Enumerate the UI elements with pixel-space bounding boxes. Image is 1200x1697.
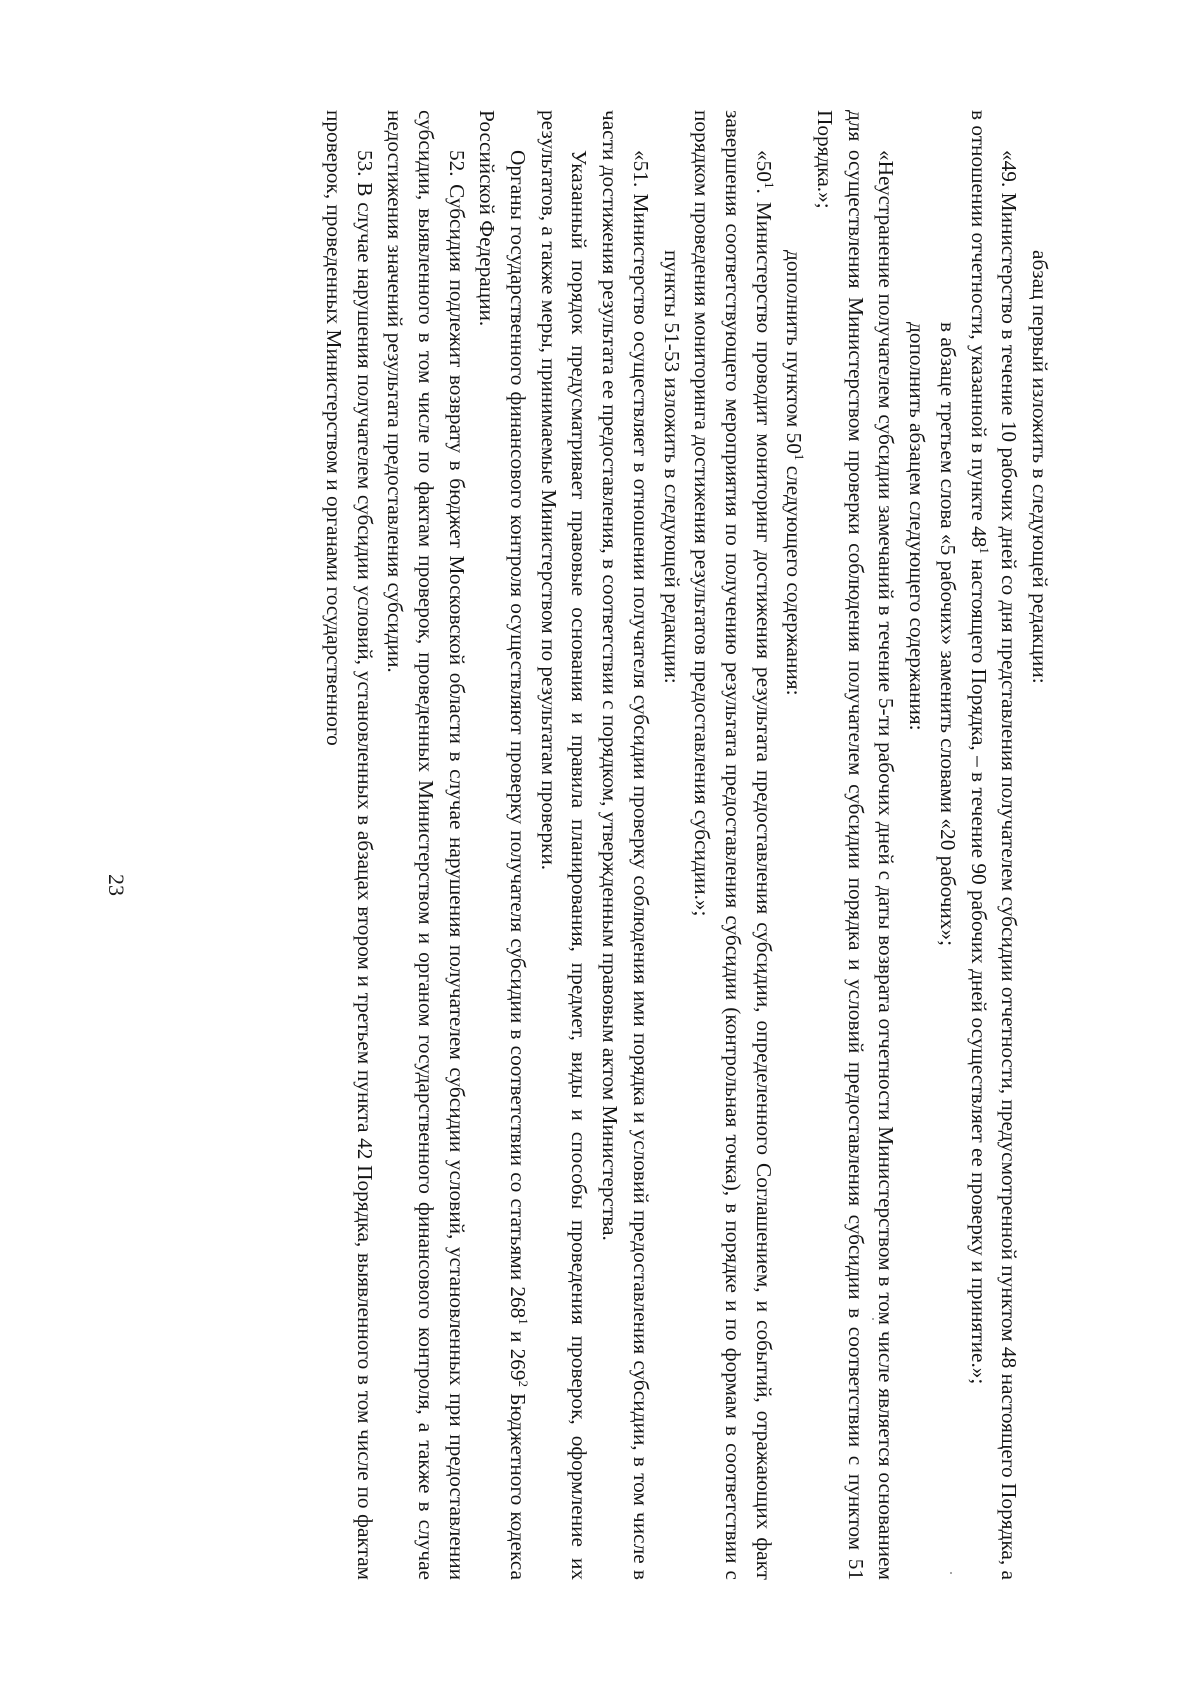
scan-speck (950, 1572, 952, 1574)
text-segment: Бюджетного кодекса Российской Федерации. (475, 110, 531, 1580)
text-segment: «50 (751, 150, 776, 182)
paragraph-p13: 53. В случае нарушения получателем субсидии условий, установленных в абзацах втором и третьем пункта 42 Порядка, выявленного в том числе по фактам проверок, проведенных Министерством и органами государственного (321, 110, 377, 1580)
text-segment: дополнить пунктом 50 (782, 250, 807, 454)
superscript: 1 (976, 547, 992, 554)
superscript: 2 (516, 1380, 532, 1388)
superscript: 1 (761, 181, 777, 189)
scan-speck (872, 1318, 874, 1320)
page-number: 23 (104, 874, 129, 896)
paragraph-p10: Указанный порядок предусматривает правовые основания и правила планирования, предмет, виды и способы проведения проверок, оформление их результатов, а также меры, принимаемые Министерством по результатам проверки. (536, 110, 592, 1580)
paragraph-p2 (963, 110, 1024, 1580)
paragraph-p6 (779, 110, 810, 1580)
text-segment: настоящего Порядка, – в течение 90 рабочих дней осуществляет ее проверку и принятие.»; (966, 553, 991, 1385)
paragraph-p11 (472, 110, 533, 1580)
text-segment: «49. Министерство в течение 10 рабочих дней со дня представления получателем субсидии отчетности, предусмотренной пунктом 48 настоящего Порядка, а в отношении отчетности, указанной в пункте 48 (966, 110, 1022, 1580)
paragraph-p3: в абзаце третьем слова «5 рабочих» заменить словами «20 рабочих»; (935, 322, 960, 947)
paragraph-p12: 52. Субсидия подлежит возврату в бюджет Московской области в случае нарушения получателем субсидии условий, установленных при предоставлении субсидии, выявленного в том числе по фактам проверок, проведенных Министерством и органом государственного финансового контроля, а также в случае недостижения значений результата предоставления субсидии. (383, 110, 469, 1580)
text-segment: следующего содержания: (782, 460, 807, 696)
text-segment: и 269 (506, 1324, 531, 1381)
paragraph-p1: абзац первый изложить в следующей редакции: (1028, 250, 1052, 684)
paragraph-p7 (687, 110, 779, 1580)
document-body (318, 110, 1055, 1580)
text-segment: . Министерство проводит мониторинг достижения результата предоставления субсидии, определенного Соглашением, и событий, отражающих факт завершения соответствующего мероприятия по получению результата предоставления субсидии (контрольная точка), в порядке и по формам в соответствии с порядком проведения мониторинга достижения результатов предоставления субсидии.»; (690, 110, 776, 1580)
superscript: 1 (792, 453, 808, 461)
paragraph-p5: «Неустранение получателем субсидии замечаний в течение 5-ти рабочих дней с даты возврата отчетности Министерством в том числе является основанием для осуществления Министерством проверки соблюдения получателем субсидии порядка и условий предоставления субсидии в соответствии с пунктом 51 Порядка.»; (813, 110, 899, 1580)
paragraph-p4: дополнить абзацем следующего содержания: (905, 322, 930, 731)
text-segment: Органы государственного финансового контроля осуществляют проверку получателя субсидии в соответствии со статьями 268 (506, 150, 531, 1319)
paragraph-p9: «51. Министерство осуществляет в отношении получателя субсидии проверку соблюдения ими порядка и условий предоставления субсидии, в том числе в части достижения результата ее предоставления, в соответствии с порядком, утвержденным правовым актом Министерства. (598, 110, 653, 1580)
paragraph-p8: пункты 51-53 изложить в следующей редакции: (659, 250, 684, 684)
superscript: 1 (516, 1318, 532, 1325)
